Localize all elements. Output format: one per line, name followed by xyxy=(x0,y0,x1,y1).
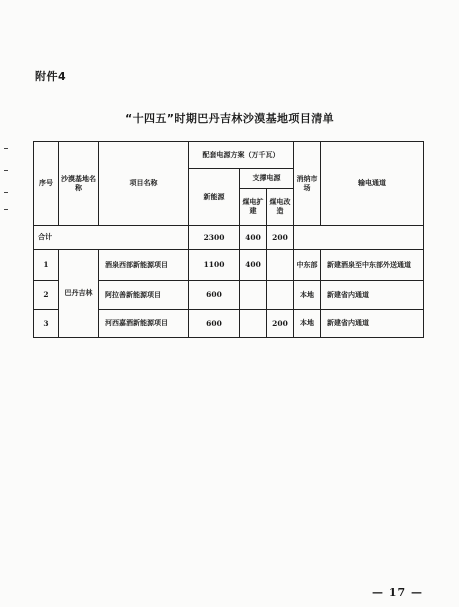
row-channel: 新建酒泉至中东部外送通道 xyxy=(321,250,424,281)
row-new-energy: 1100 xyxy=(189,250,240,281)
row-coal-expansion xyxy=(240,281,267,310)
row-channel: 新建省内通道 xyxy=(321,310,424,338)
row-project-name: 阿拉善新能源项目 xyxy=(99,281,189,310)
header-desert-base: 沙漠基地名称 xyxy=(59,142,99,226)
total-row xyxy=(34,226,424,250)
row-serial: 3 xyxy=(34,310,59,338)
header-transmission-channel: 输电通道 xyxy=(321,142,424,226)
document-title: “十四五”时期巴丹吉林沙漠基地项目清单 xyxy=(124,112,335,125)
header-coal-retrofit: 煤电改造 xyxy=(267,189,294,226)
header-coal-expansion: 煤电扩建 xyxy=(240,189,267,226)
total-coal-expansion: 400 xyxy=(240,226,267,250)
row-channel: 新建省内通道 xyxy=(321,281,424,310)
header-consumption-market: 消纳市场 xyxy=(294,142,321,226)
row-serial: 1 xyxy=(34,250,59,281)
row-coal-retrofit xyxy=(267,250,294,281)
header-project-name: 项目名称 xyxy=(99,142,189,226)
header-new-energy: 新能源 xyxy=(189,169,240,226)
desert-base-name: 巴丹吉林 xyxy=(59,250,99,338)
row-new-energy: 600 xyxy=(189,310,240,338)
total-label: 合计 xyxy=(34,226,189,250)
header-serial: 序号 xyxy=(34,142,59,226)
row-coal-retrofit xyxy=(267,281,294,310)
row-coal-retrofit: 200 xyxy=(267,310,294,338)
row-project-name: 酒泉西部新能源项目 xyxy=(99,250,189,281)
page-number: — 17 — xyxy=(372,586,423,599)
header-support-power: 支撑电源 xyxy=(240,169,294,189)
total-empty-cell xyxy=(294,226,424,250)
row-market: 中东部 xyxy=(294,250,321,281)
project-table xyxy=(33,141,424,338)
total-new-energy: 2300 xyxy=(189,226,240,250)
annex-label: 附件4 xyxy=(35,70,67,83)
row-project-name: 河西嘉酒新能源项目 xyxy=(99,310,189,338)
row-market: 本地 xyxy=(294,310,321,338)
row-new-energy: 600 xyxy=(189,281,240,310)
row-market: 本地 xyxy=(294,281,321,310)
row-coal-expansion: 400 xyxy=(240,250,267,281)
header-row-1 xyxy=(34,142,424,169)
table-row xyxy=(34,250,424,281)
row-coal-expansion xyxy=(240,310,267,338)
header-power-scheme: 配套电源方案（万千瓦） xyxy=(189,142,294,169)
row-serial: 2 xyxy=(34,281,59,310)
total-coal-retrofit: 200 xyxy=(267,226,294,250)
